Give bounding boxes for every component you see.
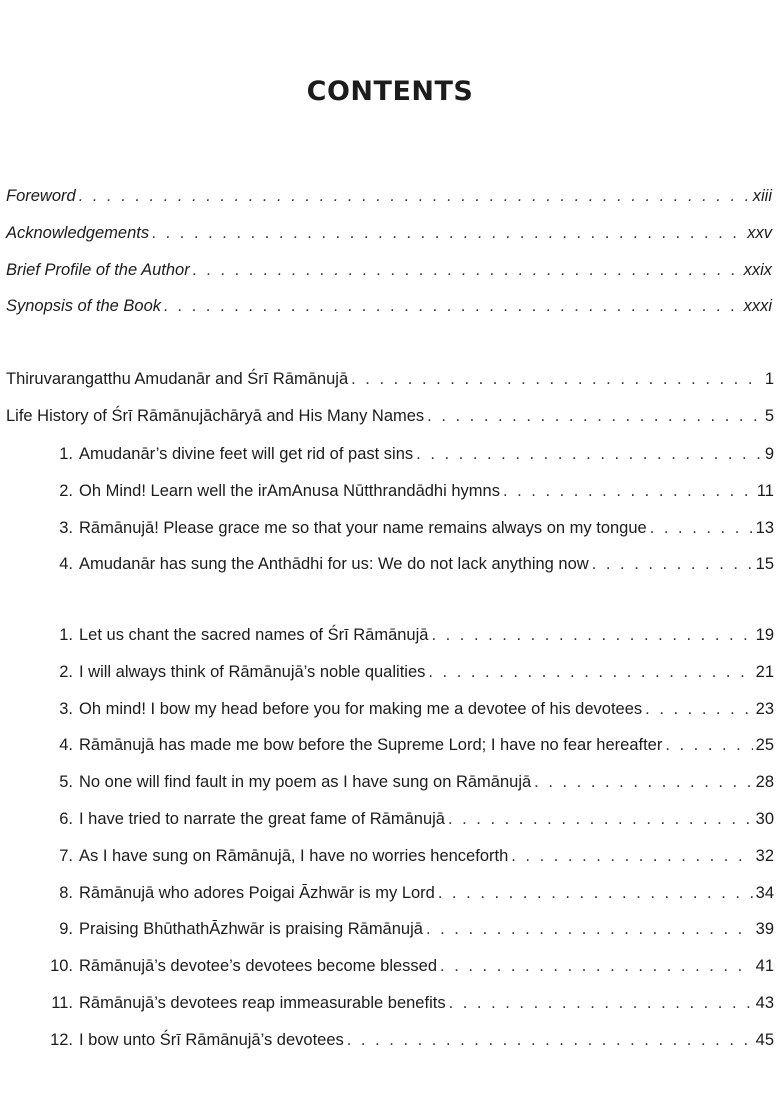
toc-entry[interactable] (0, 847, 780, 884)
dot-leader (79, 187, 750, 206)
toc-entry[interactable] (0, 519, 780, 556)
dot-leader (431, 626, 752, 645)
dot-leader (164, 297, 741, 316)
toc-entry[interactable] (0, 555, 780, 592)
toc-entry[interactable] (0, 736, 780, 773)
entry-page-number: xxix (743, 260, 772, 279)
dot-leader (347, 1031, 753, 1050)
entry-page-number: 39 (755, 920, 774, 939)
entry-number: 8. (59, 883, 73, 902)
dot-leader (426, 920, 753, 939)
dot-leader (650, 519, 753, 538)
toc-entry[interactable] (0, 994, 780, 1031)
entry-title: As I have sung on Rāmānujā, I have no worries henceforth (79, 846, 509, 865)
entry-page-number: 15 (755, 555, 774, 574)
entry-title: Rāmānujā has made me bow before the Supreme Lord; I have no fear hereafter (79, 736, 663, 755)
toc-entry[interactable] (0, 626, 780, 663)
entry-page-number: xxxi (743, 297, 772, 316)
part-two-list (0, 626, 780, 1068)
entry-title: Amudanār has sung the Anthādhi for us: We do not lack anything now (79, 555, 589, 574)
dot-leader (534, 773, 752, 792)
entry-title: I will always think of Rāmānujā’s noble qualities (79, 662, 426, 681)
entry-title: Acknowledgements (6, 223, 150, 242)
entry-title: Oh mind! I bow my head before you for making me a devotee of his devotees (79, 699, 643, 718)
dot-leader (511, 847, 752, 866)
entry-page-number: 5 (764, 406, 774, 425)
toc-entry[interactable] (0, 370, 780, 407)
entry-number: 6. (59, 809, 73, 828)
entry-number: 5. (59, 773, 73, 792)
entry-page-number: 21 (755, 662, 774, 681)
toc-entry[interactable] (0, 224, 780, 261)
entry-number: 3. (59, 518, 73, 537)
toc-entry[interactable] (0, 884, 780, 921)
toc-entry[interactable] (0, 482, 780, 519)
entry-title: Amudanār’s divine feet will get rid of past sins (79, 445, 414, 463)
entry-number: 10. (50, 957, 73, 976)
entry-number: 4. (59, 555, 73, 574)
entry-title: Thiruvarangatthu Amudanār and Śrī Rāmānujā (6, 370, 349, 388)
dot-leader (440, 957, 753, 976)
dot-leader (449, 994, 753, 1013)
entry-title: Let us chant the sacred names of Śrī Rāmānujā (79, 626, 429, 644)
dot-leader (645, 700, 752, 719)
entry-number: 11. (51, 993, 73, 1012)
part-one-list (0, 445, 780, 592)
toc-entry[interactable] (0, 297, 780, 334)
toc-entry[interactable] (0, 1031, 780, 1068)
entry-page-number: 19 (755, 626, 774, 644)
toc-entry[interactable] (0, 187, 780, 224)
entry-number: 1. (59, 626, 73, 644)
toc-entry[interactable] (0, 445, 780, 482)
entry-title: Oh Mind! Learn well the irAmAnusa Nūtthrandādhi hymns (79, 481, 500, 500)
entry-page-number: 9 (764, 445, 774, 463)
entry-title: Life History of Śrī Rāmānujāchāryā and His Many Names (6, 406, 425, 425)
entry-page-number: 23 (755, 699, 774, 718)
front-matter-list (0, 187, 780, 334)
dot-leader (428, 663, 752, 682)
toc-entry[interactable] (0, 920, 780, 957)
toc-entry[interactable] (0, 773, 780, 810)
entry-page-number: 30 (755, 809, 774, 828)
entry-number: 9. (59, 920, 73, 939)
entry-page-number: 11 (756, 481, 774, 500)
entry-title: I have tried to narrate the great fame of Rāmānujā (79, 809, 445, 828)
entry-page-number: xxv (747, 223, 772, 242)
toc-entry[interactable] (0, 957, 780, 994)
entry-page-number: 34 (755, 883, 774, 902)
toc-entry[interactable] (0, 700, 780, 737)
entry-title: Synopsis of the Book (6, 297, 162, 316)
dot-leader (448, 810, 753, 829)
entry-title: No one will find fault in my poem as I have sung on Rāmānujā (79, 773, 532, 792)
dot-leader (438, 884, 753, 903)
dot-leader (416, 445, 762, 464)
toc-entry[interactable] (0, 663, 780, 700)
dot-leader (152, 224, 744, 243)
intro-list (0, 370, 780, 444)
entry-number: 4. (59, 736, 73, 755)
entry-number: 2. (59, 481, 73, 500)
entry-number: 12. (50, 1030, 73, 1049)
entry-page-number: 1 (764, 370, 774, 388)
entry-title: Praising BhūthathĀzhwār is praising Rāmānujā (79, 920, 423, 939)
entry-page-number: 41 (755, 957, 774, 976)
entry-title: Rāmānujā’s devotee’s devotees become blessed (79, 957, 438, 976)
dot-leader (665, 736, 752, 755)
entry-number: 1. (59, 445, 73, 463)
entry-number: 2. (59, 662, 73, 681)
dot-leader (427, 407, 762, 426)
entry-number: 7. (59, 846, 73, 865)
entry-page-number: 45 (755, 1030, 774, 1049)
entry-page-number: 32 (755, 846, 774, 865)
entry-title: Rāmānujā who adores Poigai Āzhwār is my Lord (79, 883, 435, 902)
entry-page-number: 13 (755, 518, 774, 537)
entry-number: 3. (59, 699, 73, 718)
toc-entry[interactable] (0, 407, 780, 444)
dot-leader (351, 370, 762, 389)
entry-page-number: xiii (752, 187, 772, 205)
dot-leader (592, 555, 753, 574)
toc-entry[interactable] (0, 261, 780, 298)
entry-title: Brief Profile of the Author (6, 260, 190, 279)
entry-title: Rāmānujā! Please grace me so that your name remains always on my tongue (79, 518, 647, 537)
page-title: CONTENTS (306, 76, 474, 108)
entry-title: Rāmānujā’s devotees reap immeasurable benefits (79, 993, 446, 1012)
dot-leader (503, 482, 754, 501)
entry-title: I bow unto Śrī Rāmānujā’s devotees (79, 1030, 344, 1049)
toc-entry[interactable] (0, 810, 780, 847)
dot-leader (193, 261, 741, 280)
entry-title: Foreword (6, 187, 76, 205)
entry-page-number: 28 (755, 773, 774, 792)
entry-page-number: 43 (755, 993, 774, 1012)
entry-page-number: 25 (755, 736, 774, 755)
